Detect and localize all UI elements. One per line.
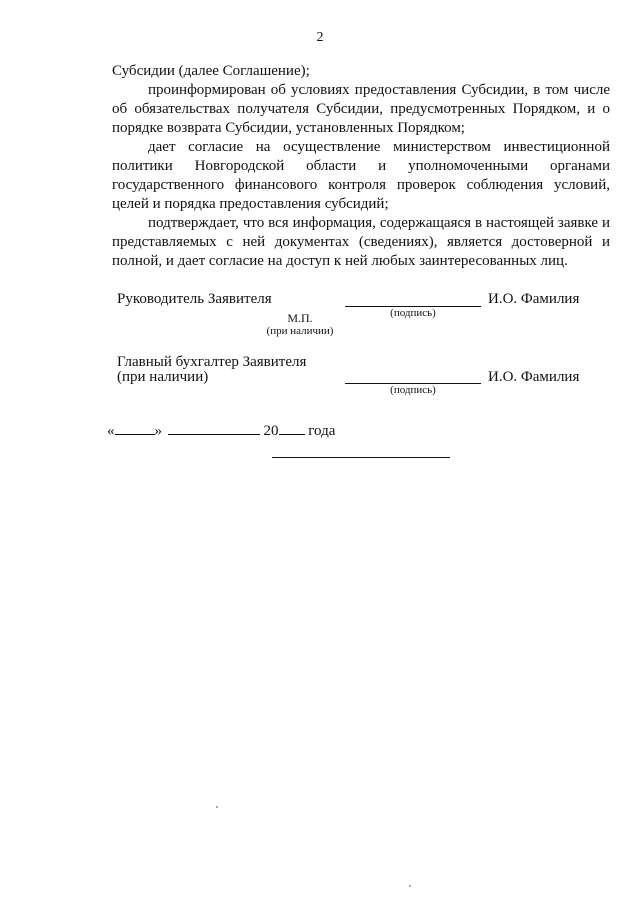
paragraph-continuation: Субсидии (далее Соглашение); — [112, 63, 310, 79]
scan-speck — [216, 806, 218, 808]
stamp-label: М.П. — [287, 311, 313, 325]
closing-divider — [272, 457, 450, 458]
accountant-label: Главный бухгалтер Заявителя — [117, 354, 307, 370]
head-signature-caption: (подпись) — [390, 307, 436, 319]
day-blank — [115, 420, 155, 435]
date-line — [107, 420, 335, 440]
accountant-signature-caption: (подпись) — [390, 384, 436, 396]
date-open-quote: « — [107, 423, 115, 439]
head-label: Руководитель Заявителя — [117, 291, 272, 307]
paragraph-consent-inspection: дает согласие на осуществление министерством инвестиционной политики Новгородской области и уполномоченными органами государственного финансового контроля проверок соблюдения условий, целей и порядка предоставления субсидий; — [112, 139, 610, 212]
body-text — [112, 62, 610, 271]
accountant-label-note: (при наличии) — [117, 369, 209, 385]
accountant-name: И.О. Фамилия — [488, 369, 580, 385]
paragraph-confirmation: подтверждает, что вся информация, содержащаяся в настоящей заявке и представляемых с ней документах (сведениях), является достоверной и полной, и дает согласие на доступ к ней любых заинтересованных лиц. — [112, 215, 610, 269]
page-number: 2 — [316, 30, 324, 45]
date-close-quote: » — [154, 423, 162, 439]
month-blank — [168, 420, 260, 435]
paragraph-informed: проинформирован об условиях предоставления Субсидии, в том числе об обязательствах получателя Субсидии, предусмотренных Порядком, и о порядке возврата Субсидии, установленных Порядком; — [112, 82, 610, 136]
year-blank — [279, 420, 305, 435]
stamp-note: (при наличии) — [266, 325, 334, 337]
year-prefix: 20 — [263, 423, 279, 439]
year-suffix: года — [308, 423, 336, 439]
scan-speck — [409, 885, 411, 887]
head-name: И.О. Фамилия — [488, 291, 580, 307]
